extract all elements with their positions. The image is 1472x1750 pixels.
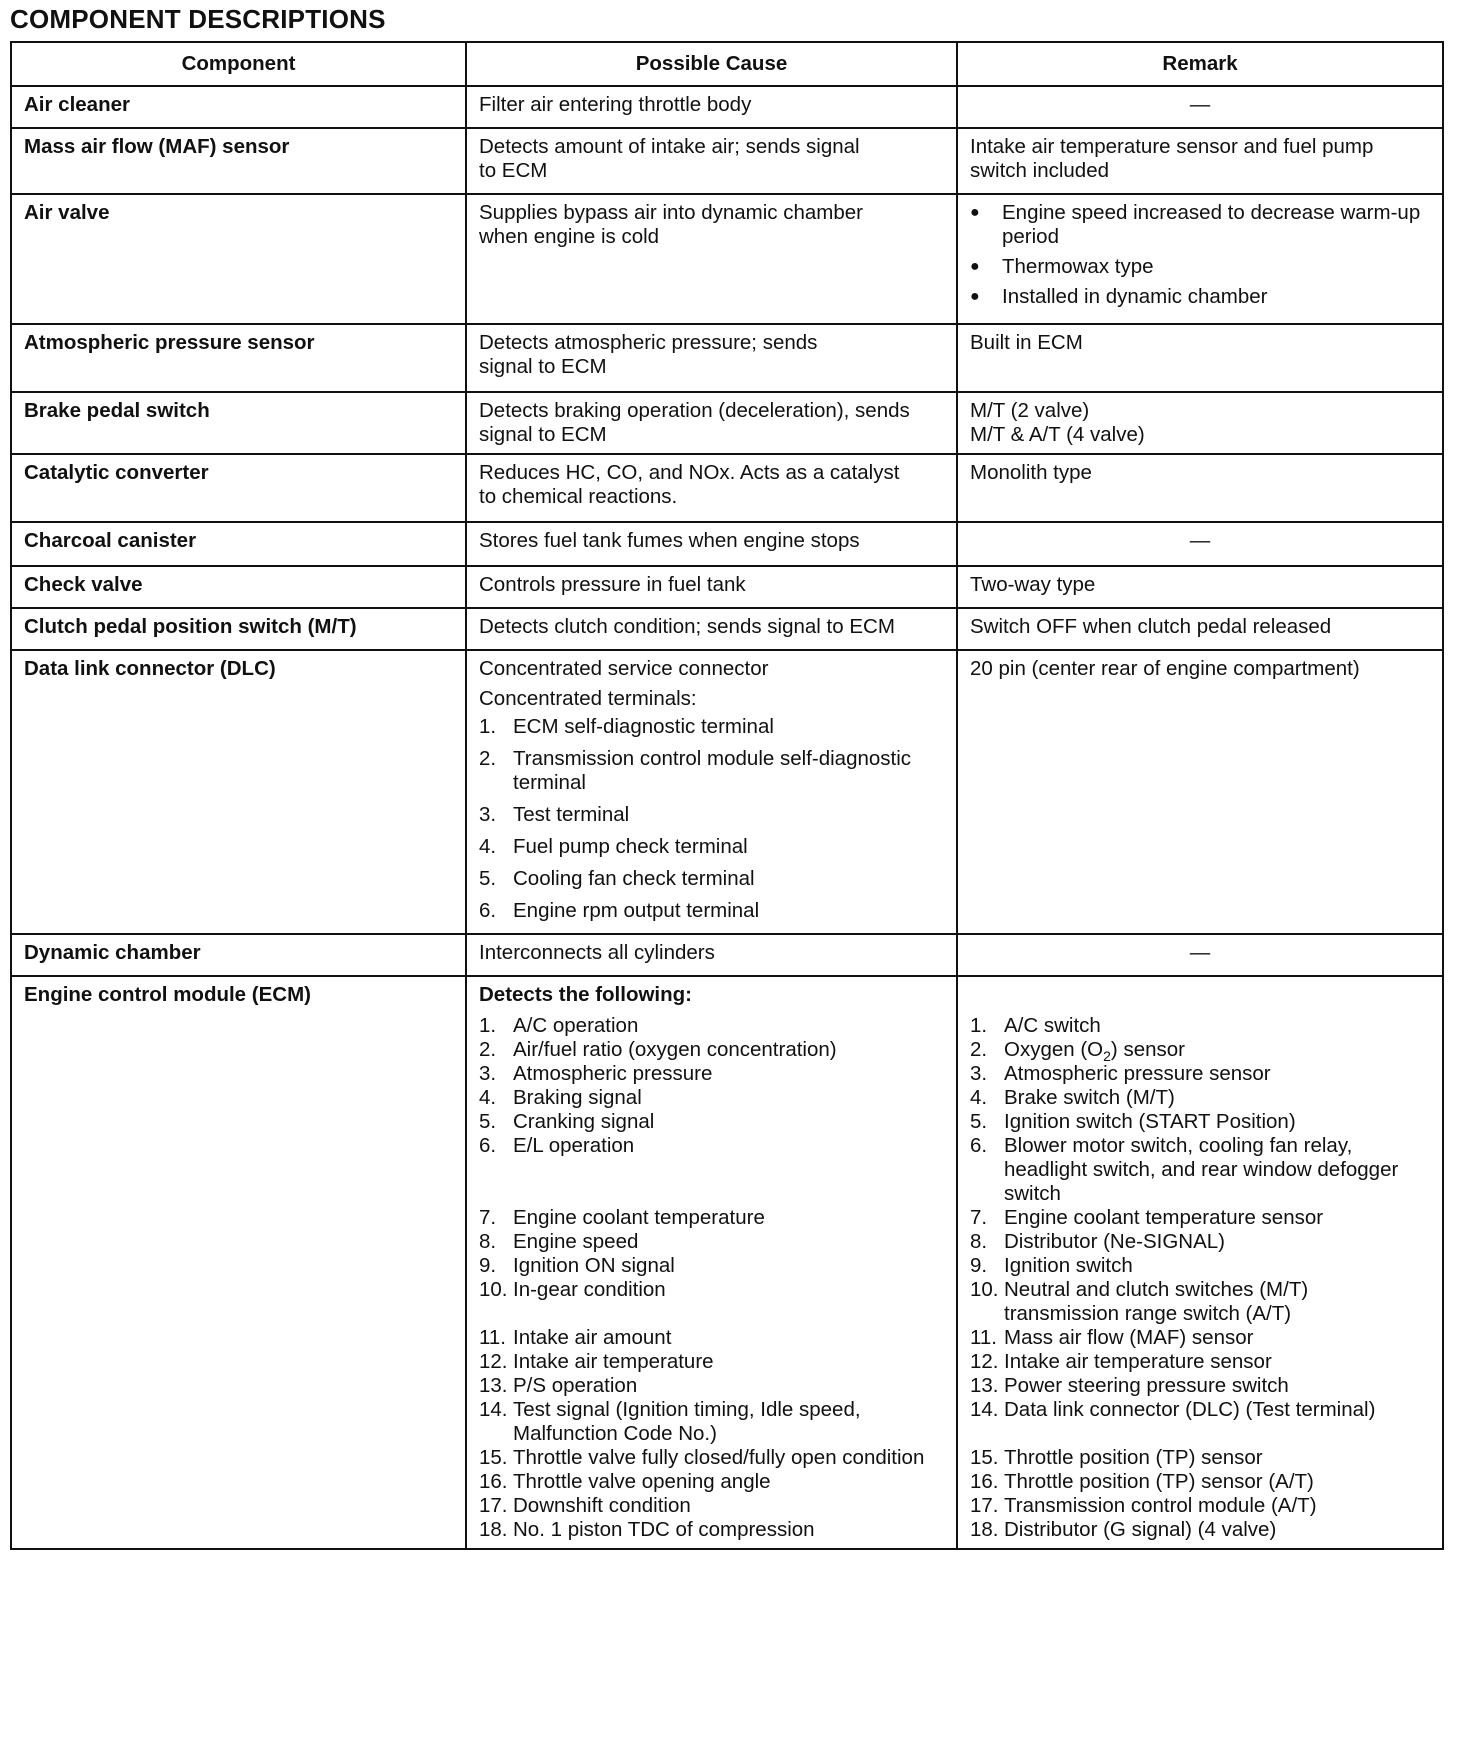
component-name: Check valve [11, 566, 466, 608]
item-number: 3. [479, 1062, 497, 1085]
remark-line: M/T (2 valve) [970, 399, 1090, 422]
item-number: 6. [479, 1134, 497, 1157]
subscript: 2 [1103, 1048, 1111, 1065]
component-name: Air cleaner [11, 86, 466, 128]
component-name: Clutch pedal position switch (M/T) [11, 608, 466, 650]
list-item [479, 1518, 944, 1542]
component-name: Atmospheric pressure sensor [11, 324, 466, 392]
bullet-text: Engine speed increased to decrease warm-up period [1002, 201, 1421, 248]
item-number: 14. [479, 1398, 508, 1421]
header-possible-cause: Possible Cause [466, 42, 957, 86]
remark: — [957, 934, 1443, 976]
cause-line: Reduces HC, CO, and NOx. Acts as a catalyst [479, 461, 900, 484]
item-number: 10. [970, 1278, 999, 1301]
table-row [11, 608, 1443, 650]
item-text: transmission range switch (A/T) [1004, 1302, 1292, 1325]
item-text: Cranking signal [513, 1110, 655, 1133]
item-text: ECM self-diagnostic terminal [513, 715, 774, 738]
component-table [10, 41, 1444, 1550]
table-row [11, 522, 1443, 566]
item-text: Transmission control module self-diagnostic terminal [513, 747, 912, 794]
remark-bullets [970, 201, 1430, 309]
item-text: A/C switch [1004, 1014, 1101, 1037]
list-item [479, 1038, 944, 1062]
item-number: 6. [970, 1134, 988, 1157]
item-number: 15. [970, 1446, 999, 1469]
cause-line: to ECM [479, 159, 548, 182]
item-number: 17. [970, 1494, 999, 1517]
header-component: Component [11, 42, 466, 86]
item-text: Atmospheric pressure sensor [1004, 1062, 1271, 1085]
item-text: Test signal (Ignition timing, Idle speed, Malfunction Code No.) [513, 1398, 861, 1445]
list-item [970, 1278, 1430, 1326]
header-remark: Remark [957, 42, 1443, 86]
possible-cause [466, 392, 957, 454]
possible-cause: Filter air entering throttle body [466, 86, 957, 128]
item-text: Mass air flow (MAF) sensor [1004, 1326, 1254, 1349]
item-text: Distributor (G signal) (4 valve) [1004, 1518, 1277, 1541]
cause-line: Detects braking operation (deceleration), sends [479, 399, 910, 422]
spacer [970, 983, 1430, 1007]
item-number: 12. [479, 1350, 508, 1373]
item-text: Power steering pressure switch [1004, 1374, 1289, 1397]
possible-cause: Controls pressure in fuel tank [466, 566, 957, 608]
item-number: 9. [479, 1254, 497, 1277]
item-text: Engine rpm output terminal [513, 899, 760, 922]
list-item [479, 747, 944, 795]
list-item [479, 1374, 944, 1398]
cause-line: Detects amount of intake air; sends signal [479, 135, 860, 158]
item-number: 4. [970, 1086, 988, 1109]
item-text: Blower motor switch, cooling fan relay, headlight switch, and rear window defogger switch [1004, 1134, 1399, 1205]
item-text: Neutral and clutch switches (M/T) [1004, 1278, 1309, 1301]
item-number: 1. [970, 1014, 988, 1037]
item-number: 2. [970, 1038, 988, 1061]
page-title: COMPONENT DESCRIPTIONS [10, 4, 386, 34]
list-item [479, 1230, 944, 1254]
ecm-remark-column [958, 977, 1442, 1548]
list-item [479, 1470, 944, 1494]
cause-line: Supplies bypass air into dynamic chamber [479, 201, 863, 224]
table-row [11, 86, 1443, 128]
table-row [11, 650, 1443, 934]
bullet-icon: ● [970, 204, 980, 221]
item-number: 3. [479, 803, 497, 826]
item-number: 15. [479, 1446, 508, 1469]
table-row [11, 934, 1443, 976]
list-item [970, 1254, 1430, 1278]
possible-cause [466, 650, 957, 934]
item-number: 4. [479, 835, 497, 858]
item-text: Throttle valve opening angle [513, 1470, 771, 1493]
item-text: Distributor (Ne-SIGNAL) [1004, 1230, 1225, 1253]
list-item [479, 1494, 944, 1518]
remark-line: M/T & A/T (4 valve) [970, 423, 1145, 446]
item-number: 6. [479, 899, 497, 922]
remark [957, 392, 1443, 454]
cause-line: signal to ECM [479, 355, 607, 378]
list-item [970, 201, 1430, 249]
item-text: Intake air amount [513, 1326, 672, 1349]
item-number: 2. [479, 1038, 497, 1061]
item-text: Cooling fan check terminal [513, 867, 755, 890]
list-item [970, 1470, 1430, 1494]
item-text: Fuel pump check terminal [513, 835, 748, 858]
item-text: Oxygen (O [1004, 1038, 1104, 1061]
table-row [11, 566, 1443, 608]
component-name: Catalytic converter [11, 454, 466, 522]
item-number: 11. [479, 1326, 506, 1349]
ecm-cause-column [467, 977, 958, 1548]
bullet-icon: ● [970, 288, 980, 305]
remark: Two-way type [957, 566, 1443, 608]
list-item [479, 1062, 944, 1086]
item-text: Braking signal [513, 1086, 642, 1109]
item-text: Engine coolant temperature [513, 1206, 765, 1229]
item-number: 9. [970, 1254, 988, 1277]
remark: Built in ECM [957, 324, 1443, 392]
list-item [479, 1086, 944, 1110]
item-number: 11. [970, 1326, 997, 1349]
remark-line: switch included [970, 159, 1110, 182]
list-item [970, 1062, 1430, 1086]
cause-heading: Detects the following: [479, 983, 692, 1006]
item-number: 2. [479, 747, 497, 770]
remark: Switch OFF when clutch pedal released [957, 608, 1443, 650]
list-item [479, 835, 944, 859]
item-number: 13. [479, 1374, 508, 1397]
component-name: Brake pedal switch [11, 392, 466, 454]
list-item [970, 1446, 1430, 1470]
cause-line: Concentrated terminals: [479, 687, 697, 710]
list-item [970, 1374, 1430, 1398]
remark [957, 128, 1443, 194]
component-name: Data link connector (DLC) [11, 650, 466, 934]
item-number: 8. [970, 1230, 988, 1253]
item-text: Throttle position (TP) sensor [1004, 1446, 1263, 1469]
possible-cause: Interconnects all cylinders [466, 934, 957, 976]
item-number: 3. [970, 1062, 988, 1085]
item-number: 1. [479, 1014, 497, 1037]
item-text: Ignition switch [1004, 1254, 1133, 1277]
item-text: E/L operation [513, 1134, 635, 1157]
list-item [970, 1518, 1430, 1542]
list-item [970, 1350, 1430, 1374]
cause-line: when engine is cold [479, 225, 660, 248]
item-number: 18. [479, 1518, 508, 1541]
cause-line: to chemical reactions. [479, 485, 678, 508]
list-item [970, 255, 1430, 279]
component-name: Charcoal canister [11, 522, 466, 566]
item-number: 18. [970, 1518, 999, 1541]
item-number: 4. [479, 1086, 497, 1109]
item-text: Transmission control module (A/T) [1004, 1494, 1317, 1517]
possible-cause [466, 194, 957, 324]
possible-cause [466, 324, 957, 392]
item-number: 7. [970, 1206, 988, 1229]
header-row [11, 42, 1443, 86]
item-text: P/S operation [513, 1374, 638, 1397]
item-text: In-gear condition [513, 1278, 666, 1301]
remark: — [957, 86, 1443, 128]
table-row [11, 128, 1443, 194]
list-item [479, 1350, 944, 1374]
item-number: 16. [479, 1470, 508, 1493]
list-item [970, 1398, 1430, 1446]
list-item [479, 1446, 944, 1470]
item-number: 5. [479, 1110, 497, 1133]
list-item [479, 1206, 944, 1230]
list-item [970, 1326, 1430, 1350]
item-text: Throttle position (TP) sensor (A/T) [1004, 1470, 1314, 1493]
table-row [11, 194, 1443, 324]
list-item [970, 1206, 1430, 1230]
list-item [970, 1086, 1430, 1110]
remark: 20 pin (center rear of engine compartment) [957, 650, 1443, 934]
item-text: Ignition switch (START Position) [1004, 1110, 1296, 1133]
list-item [479, 803, 944, 827]
remark: Monolith type [957, 454, 1443, 522]
component-name: Engine control module (ECM) [11, 976, 466, 1549]
item-text: Brake switch (M/T) [1004, 1086, 1175, 1109]
item-text: No. 1 piston TDC of compression [513, 1518, 815, 1541]
list-item [479, 1278, 944, 1326]
table-row [11, 976, 1443, 1549]
terminal-list [479, 715, 944, 923]
cause-line: Detects atmospheric pressure; sends [479, 331, 818, 354]
item-text: Air/fuel ratio (oxygen concentration) [513, 1038, 837, 1061]
item-text: Intake air temperature [513, 1350, 714, 1373]
bullet-icon: ● [970, 258, 980, 275]
list-item [479, 715, 944, 739]
item-number: 5. [970, 1110, 988, 1133]
item-text: Engine speed [513, 1230, 639, 1253]
list-item [970, 1110, 1430, 1134]
item-number: 7. [479, 1206, 497, 1229]
item-text: Data link connector (DLC) (Test terminal) [1004, 1398, 1376, 1421]
item-number: 8. [479, 1230, 497, 1253]
cause-line: signal to ECM [479, 423, 607, 446]
list-item [479, 1398, 944, 1446]
cause-line: Concentrated service connector [479, 657, 769, 680]
list-item [970, 1230, 1430, 1254]
ecm-remark-list [970, 1014, 1430, 1542]
table-row [11, 324, 1443, 392]
item-text: A/C operation [513, 1014, 639, 1037]
item-text: Ignition ON signal [513, 1254, 675, 1277]
list-item [970, 1038, 1430, 1065]
table-row [11, 454, 1443, 522]
list-item [479, 1110, 944, 1134]
item-number: 5. [479, 867, 497, 890]
item-text: Engine coolant temperature sensor [1004, 1206, 1324, 1229]
item-number: 14. [970, 1398, 999, 1421]
list-item [479, 1326, 944, 1350]
bullet-text: Installed in dynamic chamber [1002, 285, 1268, 308]
possible-cause [466, 454, 957, 522]
list-item [970, 1014, 1430, 1038]
item-number: 1. [479, 715, 497, 738]
possible-cause [466, 128, 957, 194]
possible-cause: Detects clutch condition; sends signal to ECM [466, 608, 957, 650]
table-row [11, 392, 1443, 454]
list-item [479, 867, 944, 891]
ecm-cause-list [479, 1014, 944, 1542]
remark-line: Intake air temperature sensor and fuel pump [970, 135, 1374, 158]
item-number: 10. [479, 1278, 508, 1301]
component-name: Mass air flow (MAF) sensor [11, 128, 466, 194]
list-item [479, 1134, 944, 1206]
item-text: Downshift condition [513, 1494, 691, 1517]
item-number: 13. [970, 1374, 999, 1397]
list-item [970, 1494, 1430, 1518]
item-text: Intake air temperature sensor [1004, 1350, 1272, 1373]
item-text: Test terminal [513, 803, 630, 826]
list-item [970, 285, 1430, 309]
remark [957, 194, 1443, 324]
list-item [479, 899, 944, 923]
list-item [479, 1254, 944, 1278]
bullet-text: Thermowax type [1002, 255, 1154, 278]
possible-cause: Stores fuel tank fumes when engine stops [466, 522, 957, 566]
remark: — [957, 522, 1443, 566]
item-text: Throttle valve fully closed/fully open condition [513, 1446, 925, 1469]
item-text: Atmospheric pressure [513, 1062, 713, 1085]
possible-cause [466, 976, 1443, 1549]
list-item [479, 1014, 944, 1038]
component-name: Dynamic chamber [11, 934, 466, 976]
component-name: Air valve [11, 194, 466, 324]
list-item [970, 1134, 1430, 1206]
item-number: 17. [479, 1494, 508, 1517]
item-text: ) sensor [1110, 1038, 1185, 1061]
item-number: 16. [970, 1470, 999, 1493]
item-number: 12. [970, 1350, 999, 1373]
